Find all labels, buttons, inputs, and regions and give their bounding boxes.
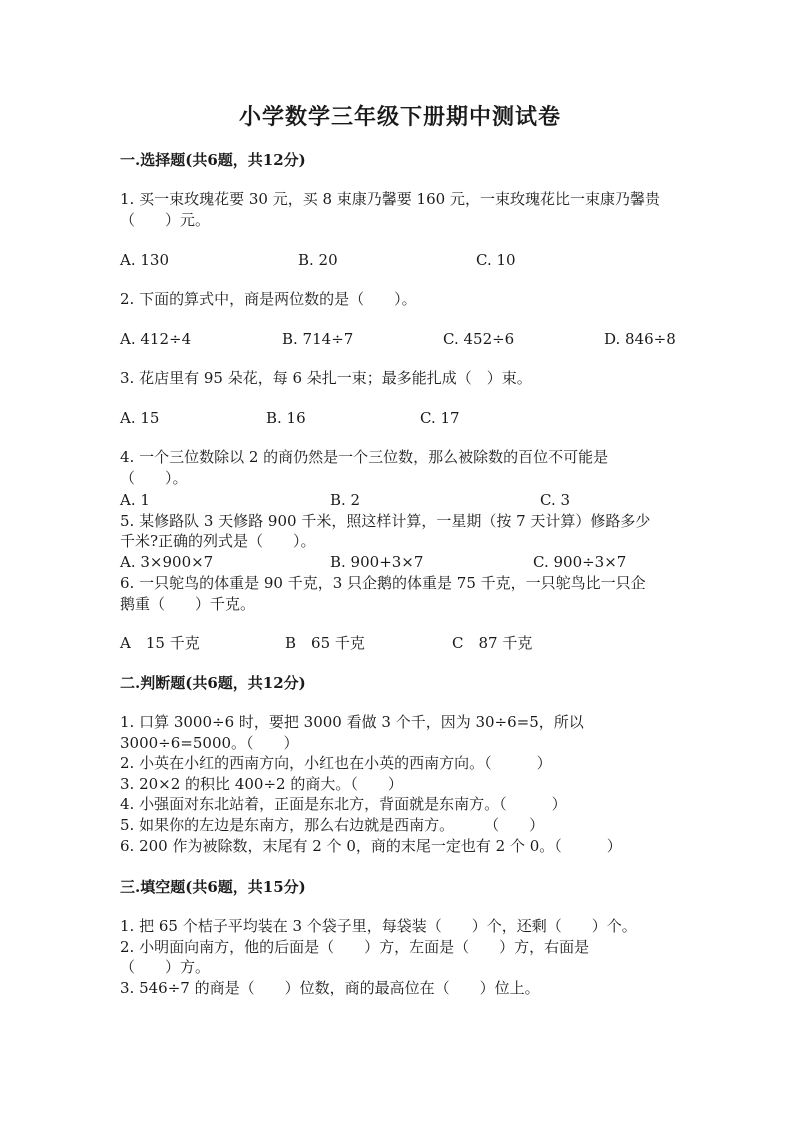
judge-line-1: 1. 口算 3000÷6 时，要把 3000 看做 3 个千，因为 30÷6=5，所以 — [120, 713, 584, 731]
judge-line-6: 5. 如果你的左边是东南方，那么右边就是西南方。 （ ） — [120, 816, 545, 834]
section-heading-judge: 二.判断题(共6题，共12分) — [120, 674, 306, 692]
q3-option-a: A. 15 — [120, 409, 160, 427]
q5-option-b: B. 900+3×7 — [330, 553, 424, 571]
fill-line-3: （ ）方。 — [120, 958, 211, 976]
q2-option-a: A. 412÷4 — [120, 330, 192, 348]
question-5-line-2: 千米?正确的列式是（ ）。 — [120, 532, 316, 550]
q5-option-c: C. 900÷3×7 — [533, 553, 627, 571]
judge-line-4: 3. 20×2 的积比 400÷2 的商大。（ ） — [120, 775, 403, 793]
question-2-line-1: 2. 下面的算式中，商是两位数的是（ ）。 — [120, 290, 417, 308]
judge-line-3: 2. 小英在小红的西南方向，小红也在小英的西南方向。（ ） — [120, 754, 552, 772]
question-4-line-2: （ ）。 — [120, 469, 188, 487]
judge-line-7: 6. 200 作为被除数，末尾有 2 个 0，商的末尾一定也有 2 个 0。（ ） — [120, 837, 622, 855]
question-5-line-1: 5. 某修路队 3 天修路 900 千米，照这样计算，一星期（按 7 天计算）修路多少 — [120, 512, 651, 530]
judge-line-5: 4. 小强面对东北站着，正面是东北方，背面就是东南方。（ ） — [120, 795, 567, 813]
q4-option-b: B. 2 — [330, 491, 361, 509]
q3-option-b: B. 16 — [266, 409, 306, 427]
q3-option-c: C. 17 — [420, 409, 460, 427]
q4-option-c: C. 3 — [540, 491, 571, 509]
q1-option-a: A. 130 — [120, 251, 169, 269]
section-heading-choice: 一.选择题(共6题，共12分) — [120, 151, 306, 169]
fill-line-1: 1. 把 65 个桔子平均装在 3 个袋子里，每袋装（ ）个，还剩（ ）个。 — [120, 917, 637, 935]
q6-option-b: B 65 千克 — [285, 634, 365, 652]
q2-option-c: C. 452÷6 — [443, 330, 515, 348]
q6-option-a: A 15 千克 — [120, 634, 200, 652]
question-6-line-2: 鹅重（ ）千克。 — [120, 595, 256, 613]
q1-option-b: B. 20 — [298, 251, 338, 269]
section-heading-fill: 三.填空题(共6题，共15分) — [120, 878, 306, 896]
q5-option-a: A. 3×900×7 — [120, 553, 214, 571]
question-3-line-1: 3. 花店里有 95 朵花，每 6 朵扎一束；最多能扎成（ ）束。 — [120, 369, 532, 387]
judge-line-2: 3000÷6=5000。（ ） — [120, 734, 299, 752]
question-1-line-2: （ ）元。 — [120, 211, 211, 229]
question-6-line-1: 6. 一只鸵鸟的体重是 90 千克，3 只企鹅的体重是 75 千克，一只鸵鸟比一只企 — [120, 574, 646, 592]
q2-option-d: D. 846÷8 — [604, 330, 676, 348]
q1-option-c: C. 10 — [476, 251, 516, 269]
q6-option-c: C 87 千克 — [452, 634, 533, 652]
question-1-line-1: 1. 买一束玫瑰花要 30 元，买 8 束康乃馨要 160 元，一束玫瑰花比一束康乃馨贵 — [120, 190, 660, 208]
page-title: 小学数学三年级下册期中测试卷 — [238, 104, 561, 130]
question-4-line-1: 4. 一个三位数除以 2 的商仍然是一个三位数，那么被除数的百位不可能是 — [120, 448, 609, 466]
fill-line-2: 2. 小明面向南方，他的后面是（ ）方，左面是（ ）方，右面是 — [120, 938, 590, 956]
q4-option-a: A. 1 — [120, 491, 150, 509]
fill-line-4: 3. 546÷7 的商是（ ）位数，商的最高位在（ ）位上。 — [120, 979, 540, 997]
q2-option-b: B. 714÷7 — [282, 330, 354, 348]
